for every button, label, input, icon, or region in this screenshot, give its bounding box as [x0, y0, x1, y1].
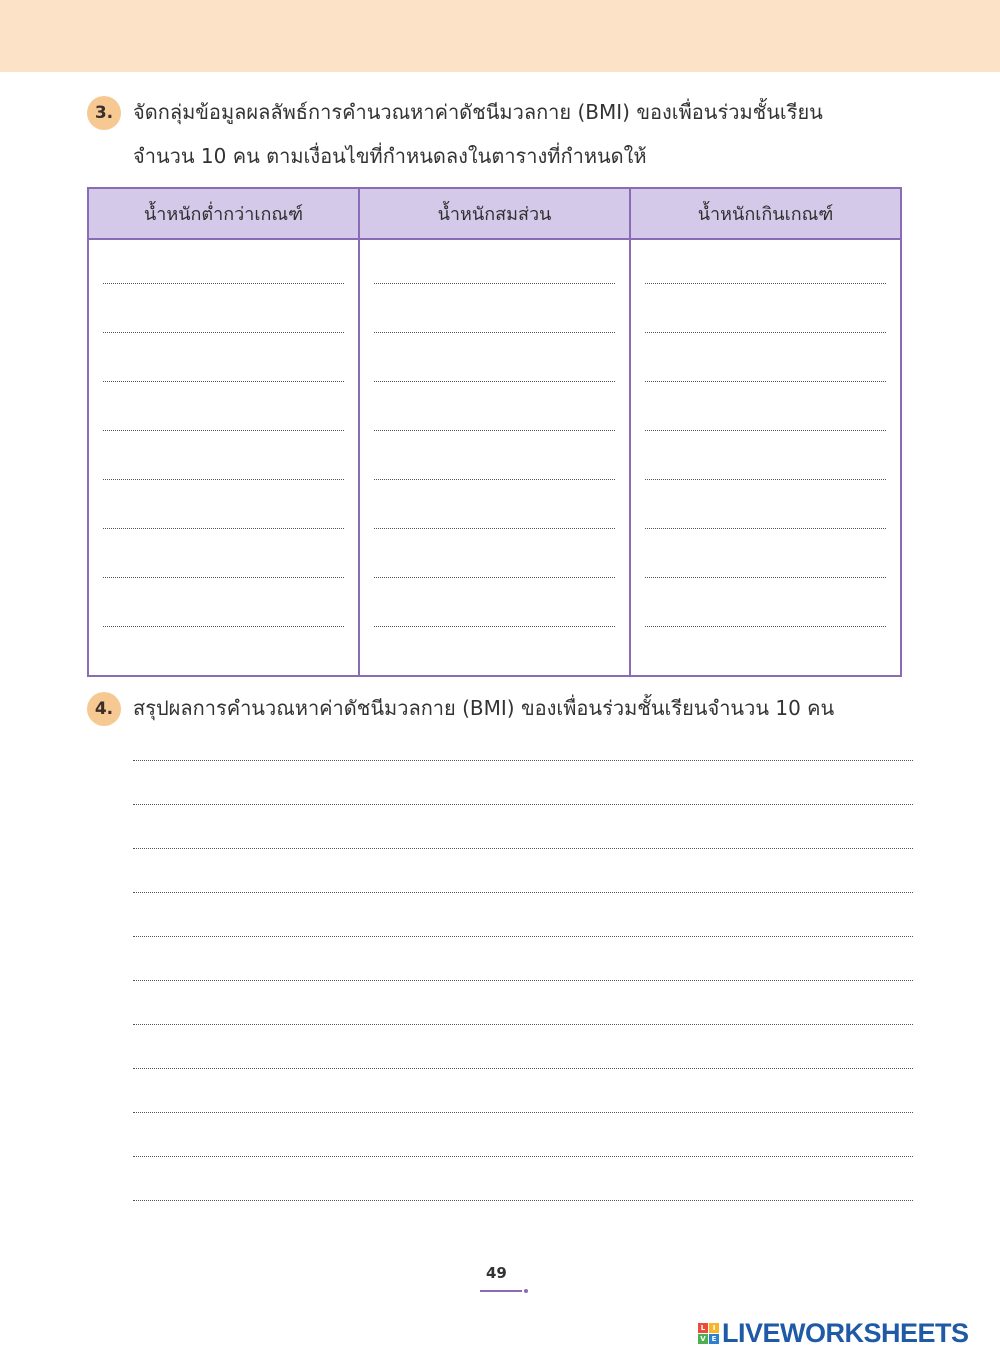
- logo-icon-letter: I: [709, 1323, 719, 1333]
- question-3-line-2: จำนวน 10 คน ตามเงื่อนไขที่กำหนดลงในตารางที่กำหนดให้: [133, 144, 647, 168]
- summary-line[interactable]: [133, 936, 913, 937]
- answer-line[interactable]: [645, 283, 886, 284]
- header-underweight: น้ำหนักต่ำกว่าเกณฑ์: [88, 188, 359, 239]
- answer-line[interactable]: [103, 430, 344, 431]
- question-3-number: 3.: [94, 103, 114, 123]
- summary-line[interactable]: [133, 804, 913, 805]
- underweight-answer-column[interactable]: [88, 239, 359, 676]
- question-3-badge: [87, 96, 121, 130]
- header-normal-weight: น้ำหนักสมส่วน: [359, 188, 630, 239]
- question-4-badge: [87, 692, 121, 726]
- header-overweight: น้ำหนักเกินเกณฑ์: [630, 188, 901, 239]
- answer-line[interactable]: [103, 528, 344, 529]
- summary-line[interactable]: [133, 848, 913, 849]
- answer-line[interactable]: [645, 479, 886, 480]
- answer-line[interactable]: [103, 332, 344, 333]
- summary-line[interactable]: [133, 760, 913, 761]
- liveworksheets-logo-text: LIVEWORKSHEETS: [722, 1318, 969, 1348]
- answer-line[interactable]: [374, 528, 615, 529]
- answer-line[interactable]: [103, 479, 344, 480]
- page-number: 49: [486, 1264, 507, 1282]
- bmi-group-table: [87, 187, 902, 677]
- answer-line[interactable]: [103, 626, 344, 627]
- answer-line[interactable]: [645, 430, 886, 431]
- liveworksheets-logo: [698, 1318, 969, 1349]
- summary-line[interactable]: [133, 980, 913, 981]
- summary-line[interactable]: [133, 1112, 913, 1113]
- page-number-dot: [524, 1289, 528, 1293]
- question-3-line-1: จัดกลุ่มข้อมูลผลลัพธ์การคำนวณหาค่าดัชนีมวลกาย (BMI) ของเพื่อนร่วมชั้นเรียน: [133, 100, 823, 124]
- overweight-answer-column[interactable]: [630, 239, 901, 676]
- summary-line[interactable]: [133, 1024, 913, 1025]
- answer-line[interactable]: [374, 479, 615, 480]
- table-header-row: [88, 188, 901, 239]
- answer-line[interactable]: [103, 577, 344, 578]
- normal-weight-answer-column[interactable]: [359, 239, 630, 676]
- answer-line[interactable]: [374, 626, 615, 627]
- answer-line[interactable]: [103, 283, 344, 284]
- answer-line[interactable]: [374, 332, 615, 333]
- summary-line[interactable]: [133, 1156, 913, 1157]
- question-4-number: 4.: [94, 699, 114, 719]
- answer-line[interactable]: [374, 430, 615, 431]
- answer-line[interactable]: [374, 577, 615, 578]
- answer-line[interactable]: [374, 283, 615, 284]
- answer-line[interactable]: [374, 381, 615, 382]
- table-body-row: [88, 239, 901, 676]
- answer-line[interactable]: [645, 626, 886, 627]
- logo-icon-letter: L: [698, 1323, 708, 1333]
- answer-line[interactable]: [103, 381, 344, 382]
- logo-icon-letter: E: [709, 1334, 719, 1344]
- question-4-text: สรุปผลการคำนวณหาค่าดัชนีมวลกาย (BMI) ของเพื่อนร่วมชั้นเรียนจำนวน 10 คน: [133, 696, 835, 720]
- answer-line[interactable]: [645, 332, 886, 333]
- answer-line[interactable]: [645, 577, 886, 578]
- header-band: [0, 0, 1000, 72]
- logo-icon-letter: V: [698, 1334, 708, 1344]
- summary-line[interactable]: [133, 1200, 913, 1201]
- page-number-underline: [480, 1290, 522, 1292]
- liveworksheets-logo-icon: [698, 1323, 719, 1344]
- summary-line[interactable]: [133, 892, 913, 893]
- summary-answer-area[interactable]: [133, 760, 913, 1244]
- answer-line[interactable]: [645, 528, 886, 529]
- summary-line[interactable]: [133, 1068, 913, 1069]
- answer-line[interactable]: [645, 381, 886, 382]
